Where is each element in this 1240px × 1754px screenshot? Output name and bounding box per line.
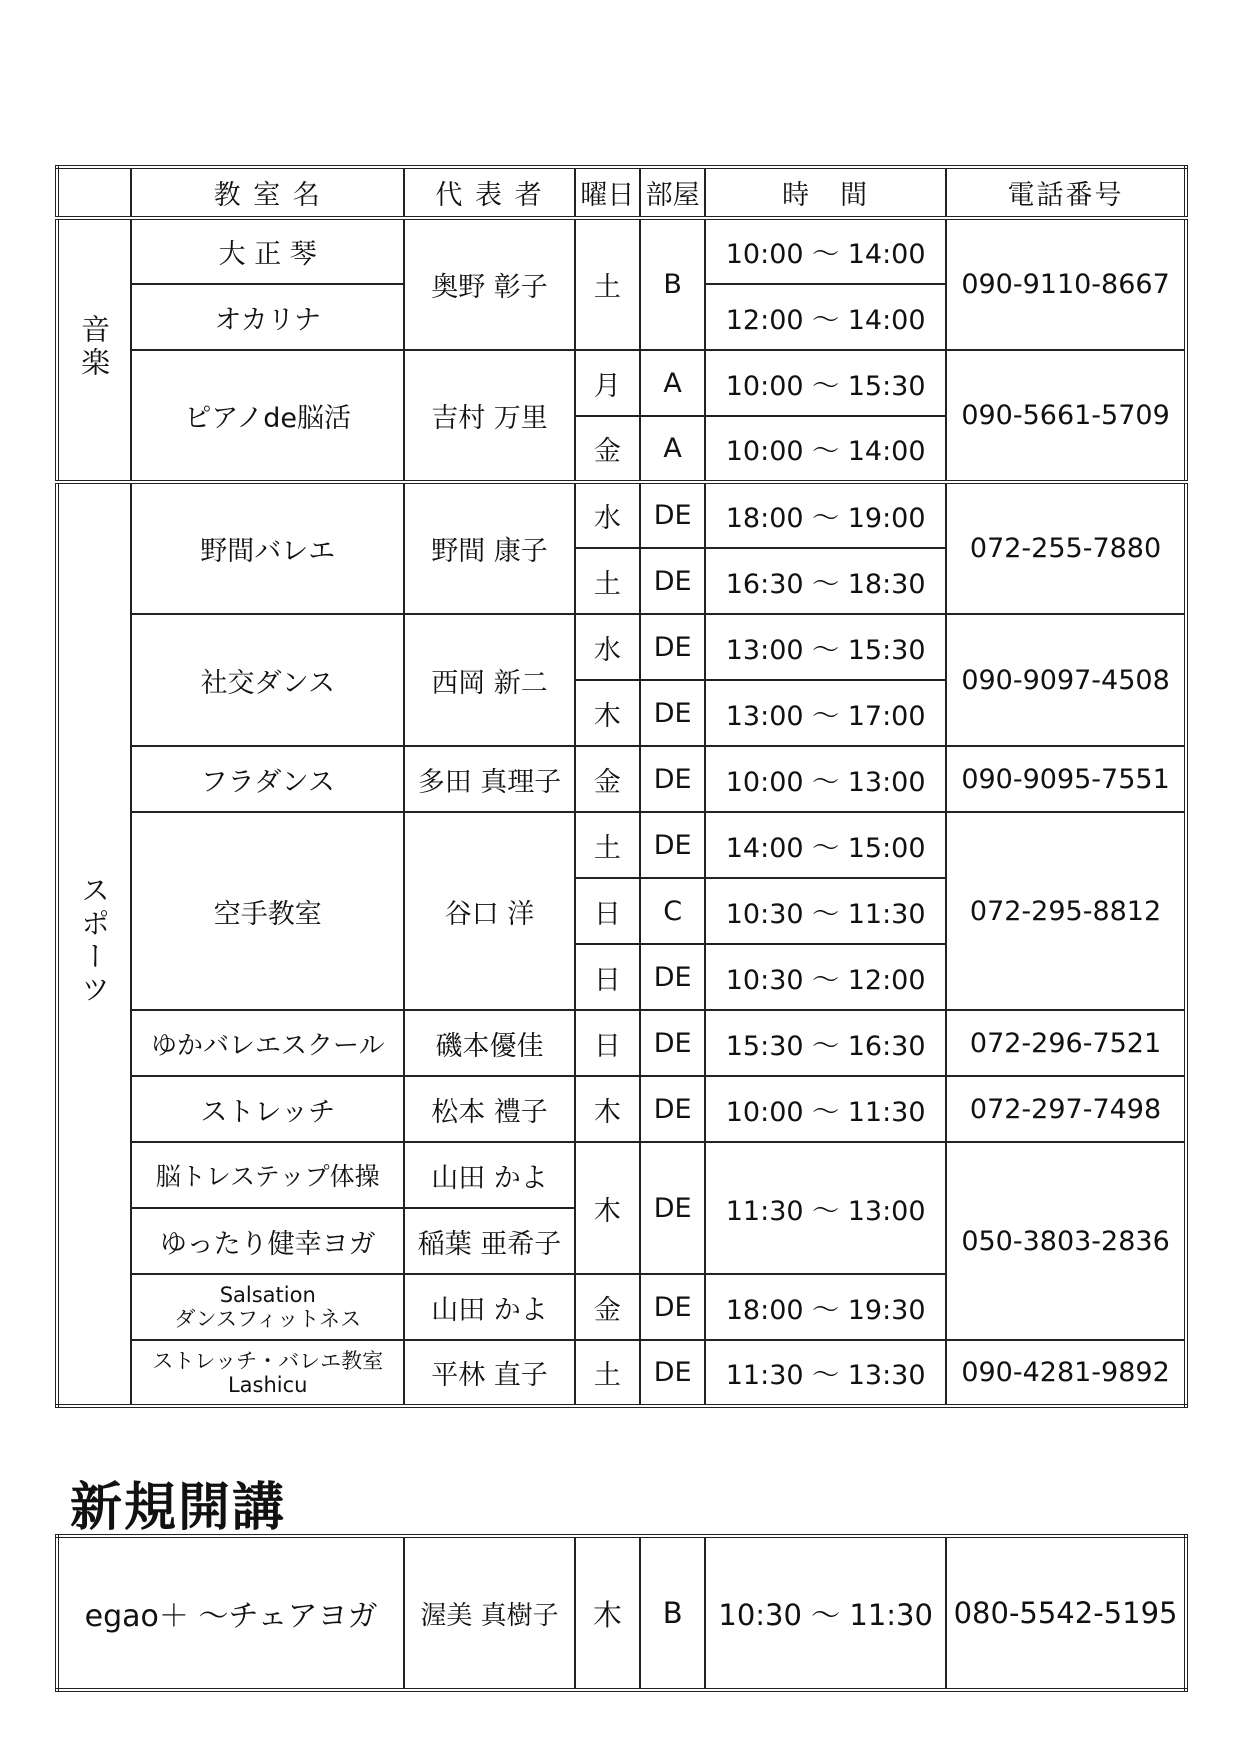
weekday: 木 <box>575 1536 640 1690</box>
room: DE <box>640 548 705 614</box>
phone: 090-5661-5709 <box>946 350 1186 482</box>
weekday: 日 <box>575 944 640 1010</box>
time: 10:30 ～ 11:30 <box>705 1536 946 1690</box>
time: 10:30 ～ 12:00 <box>705 944 946 1010</box>
weekday: 木 <box>575 1076 640 1142</box>
room: A <box>640 350 705 416</box>
room: DE <box>640 1340 705 1406</box>
time: 18:00 ～ 19:00 <box>705 482 946 548</box>
phone: 072-297-7498 <box>946 1076 1186 1142</box>
table-row <box>57 1340 1186 1406</box>
representative: 山田 かよ <box>404 1142 575 1208</box>
weekday: 月 <box>575 350 640 416</box>
class-name: 野間バレエ <box>131 482 404 614</box>
room: A <box>640 416 705 482</box>
weekday: 土 <box>575 218 640 350</box>
representative: 渥美 真樹子 <box>404 1536 575 1690</box>
class-name: ゆったり健幸ヨガ <box>131 1208 404 1274</box>
weekday: 日 <box>575 878 640 944</box>
header-room: 部屋 <box>640 167 705 218</box>
weekday: 土 <box>575 812 640 878</box>
new-classes-table <box>55 1534 1188 1692</box>
representative: 奥野 彰子 <box>404 218 575 350</box>
representative: 谷口 洋 <box>404 812 575 1010</box>
phone: 072-295-8812 <box>946 812 1186 1010</box>
class-name: ゆかバレエスクール <box>131 1010 404 1076</box>
phone: 050-3803-2836 <box>946 1142 1186 1340</box>
room: B <box>640 1536 705 1690</box>
time: 10:00 ～ 14:00 <box>705 218 946 284</box>
schedule-table <box>55 165 1188 1408</box>
table-row <box>57 218 1186 284</box>
phone: 080-5542-5195 <box>946 1536 1186 1690</box>
representative: 平林 直子 <box>404 1340 575 1406</box>
room: DE <box>640 614 705 680</box>
time: 15:30 ～ 16:30 <box>705 1010 946 1076</box>
class-name-line1: ストレッチ・バレエ教室 <box>152 1348 384 1373</box>
time: 11:30 ～ 13:00 <box>705 1142 946 1274</box>
room: DE <box>640 1010 705 1076</box>
phone: 090-9095-7551 <box>946 746 1186 812</box>
room: C <box>640 878 705 944</box>
weekday: 金 <box>575 416 640 482</box>
time: 18:00 ～ 19:30 <box>705 1274 946 1340</box>
weekday: 金 <box>575 1274 640 1340</box>
weekday: 水 <box>575 614 640 680</box>
class-name-line1: Salsation <box>219 1283 316 1307</box>
table-row <box>57 1536 1186 1690</box>
class-name: 空手教室 <box>131 812 404 1010</box>
header-time: 時 間 <box>705 167 946 218</box>
time: 10:00 ～ 14:00 <box>705 416 946 482</box>
representative: 山田 かよ <box>404 1274 575 1340</box>
representative: 多田 真理子 <box>404 746 575 812</box>
room: DE <box>640 1142 705 1274</box>
table-row <box>57 1076 1186 1142</box>
table-row <box>57 1142 1186 1208</box>
phone: 072-255-7880 <box>946 482 1186 614</box>
representative: 稲葉 亜希子 <box>404 1208 575 1274</box>
header-representative: 代 表 者 <box>404 167 575 218</box>
time: 11:30 ～ 13:30 <box>705 1340 946 1406</box>
category-sports: スポーツ <box>57 482 131 1406</box>
class-name: ストレッチ <box>131 1076 404 1142</box>
phone: 090-4281-9892 <box>946 1340 1186 1406</box>
room: DE <box>640 1076 705 1142</box>
class-name <box>131 1274 404 1340</box>
class-name: 脳トレステップ体操 <box>131 1142 404 1208</box>
category-music: 音楽 <box>57 218 131 482</box>
table-row <box>57 746 1186 812</box>
phone: 090-9097-4508 <box>946 614 1186 746</box>
representative: 松本 禮子 <box>404 1076 575 1142</box>
class-name: egao＋ ～チェアヨガ <box>57 1536 404 1690</box>
representative: 吉村 万里 <box>404 350 575 482</box>
room: DE <box>640 746 705 812</box>
room: DE <box>640 680 705 746</box>
header-weekday: 曜日 <box>575 167 640 218</box>
weekday: 土 <box>575 1340 640 1406</box>
table-header-row <box>57 167 1186 218</box>
room: DE <box>640 1274 705 1340</box>
table-row <box>57 350 1186 416</box>
phone: 072-296-7521 <box>946 1010 1186 1076</box>
time: 12:00 ～ 14:00 <box>705 284 946 350</box>
class-name: 社交ダンス <box>131 614 404 746</box>
room: DE <box>640 944 705 1010</box>
time: 13:00 ～ 15:30 <box>705 614 946 680</box>
weekday: 土 <box>575 548 640 614</box>
representative: 野間 康子 <box>404 482 575 614</box>
time: 10:00 ～ 13:00 <box>705 746 946 812</box>
room: DE <box>640 482 705 548</box>
time: 14:00 ～ 15:00 <box>705 812 946 878</box>
weekday: 水 <box>575 482 640 548</box>
class-name <box>131 1340 404 1406</box>
weekday: 木 <box>575 1142 640 1274</box>
time: 10:30 ～ 11:30 <box>705 878 946 944</box>
class-name: フラダンス <box>131 746 404 812</box>
time: 10:00 ～ 15:30 <box>705 350 946 416</box>
table-row <box>57 614 1186 680</box>
new-section-title: 新規開講 <box>70 1478 287 1538</box>
table-row <box>57 1010 1186 1076</box>
weekday: 金 <box>575 746 640 812</box>
time: 10:00 ～ 11:30 <box>705 1076 946 1142</box>
representative: 磯本優佳 <box>404 1010 575 1076</box>
class-name: ピアノde脳活 <box>131 350 404 482</box>
class-name: オカリナ <box>131 284 404 350</box>
header-blank <box>57 167 131 218</box>
weekday: 木 <box>575 680 640 746</box>
time: 16:30 ～ 18:30 <box>705 548 946 614</box>
weekday: 日 <box>575 1010 640 1076</box>
room: DE <box>640 812 705 878</box>
table-row <box>57 812 1186 878</box>
table-row <box>57 482 1186 548</box>
class-name-line2: ダンスフィットネス <box>174 1307 362 1331</box>
header-phone: 電話番号 <box>946 167 1186 218</box>
time: 13:00 ～ 17:00 <box>705 680 946 746</box>
room: B <box>640 218 705 350</box>
class-name: 大 正 琴 <box>131 218 404 284</box>
class-name-line2: Lashicu <box>227 1372 308 1397</box>
phone: 090-9110-8667 <box>946 218 1186 350</box>
header-class-name: 教 室 名 <box>131 167 404 218</box>
representative: 西岡 新二 <box>404 614 575 746</box>
